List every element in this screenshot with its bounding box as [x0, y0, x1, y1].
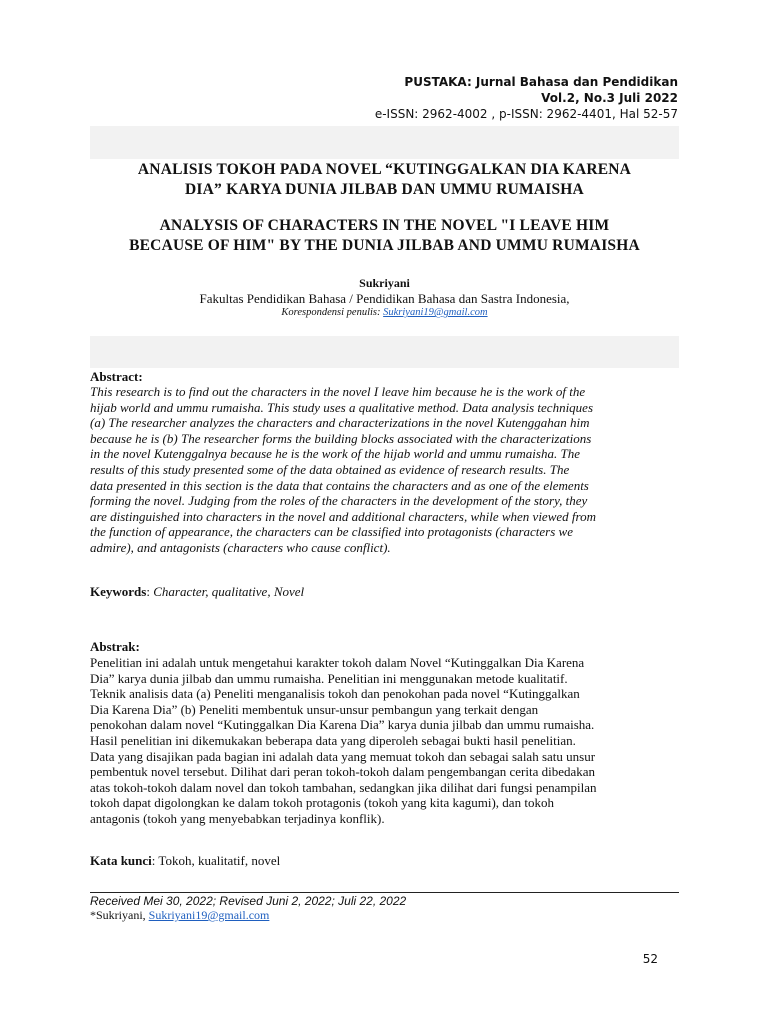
- correspondence-email-link[interactable]: Sukriyani19@gmail.com: [383, 307, 488, 318]
- abstract-en-line: (a) The researcher analyzes the characters and characterizations in the novel Kutenggahan him: [90, 415, 590, 431]
- keywords-id-separator: :: [151, 853, 159, 868]
- abstract-en-line: results of this study presented some of the data obtained as evidence of research results. The: [90, 461, 570, 477]
- keywords-id-value: Tokoh, kualitatif, novel: [158, 853, 281, 868]
- abstract-en-line: forming the novel. Judging from the roles of the characters in the development of the story, they: [90, 493, 588, 509]
- author-name: Sukriyani: [359, 276, 410, 290]
- title-english: [90, 216, 679, 256]
- title-en-line-2: BECAUSE OF HIM" BY THE DUNIA JILBAB AND UMMU RUMAISHA: [129, 237, 640, 254]
- abstract-en-line: This research is to find out the characters in the novel I leave him because he is the work of the: [90, 384, 586, 399]
- abstract-id-line: pembentuk novel tersebut. Dilihat dari peran tokoh-tokoh dalam pengembangan cerita dibedakan: [90, 764, 596, 780]
- abstract-en-line: admire), and antagonists (characters who cause conflict).: [90, 539, 391, 555]
- journal-issn: e-ISSN: 2962-4002 , p-ISSN: 2962-4401, Hal 52-57: [374, 107, 678, 121]
- abstract-id-line: Hasil penelitian ini dikemukakan beberapa data yang diperoleh sebagai bukti hasil penelitian.: [90, 732, 576, 748]
- title-en-line-1: ANALYSIS OF CHARACTERS IN THE NOVEL "I LEAVE HIM: [159, 217, 610, 234]
- abstract-en-line: because he is (b) The researcher forms the building blocks associated with the characterizations: [90, 430, 592, 446]
- keywords-id-label: Kata kunci: [90, 853, 152, 868]
- footnote-divider: [90, 892, 679, 893]
- abstract-id-body: [90, 655, 679, 827]
- abstract-id-line: atas tokoh-tokoh dalam novel dan tokoh tambahan, sedangkan jika dilihat dari fungsi penampilan: [90, 779, 597, 795]
- author-affiliation: Fakultas Pendidikan Bahasa / Pendidikan Bahasa dan Sastra Indonesia,: [199, 291, 570, 306]
- title-indonesian: [90, 160, 679, 200]
- received-dates: Received Mei 30, 2022; Revised Juni 2, 2022; Juli 22, 2022: [90, 894, 407, 908]
- footnote-author: [90, 908, 269, 923]
- abstract-id-line: Teknik analisis data (a) Peneliti menganalisis tokoh dan penokohan pada novel “Kutinggalkan: [90, 686, 580, 702]
- correspondence-line: [90, 307, 679, 318]
- abstract-id-line: tokoh dapat digolongkan ke dalam tokoh protagonis (tokoh yang kita kagumi), dan tokoh: [90, 795, 554, 811]
- journal-volume: Vol.2, No.3 Juli 2022: [541, 91, 678, 105]
- keywords-en-value: Character, qualitative, Novel: [153, 584, 305, 599]
- keywords-en: [90, 584, 304, 600]
- abstract-id-line: Data yang disajikan pada bagian ini adalah data yang memuat tokoh dan sebagai salah satu unsur: [90, 748, 596, 764]
- abstract-en-heading: Abstract:: [90, 369, 143, 384]
- page-number: 52: [642, 952, 658, 966]
- journal-header: [375, 74, 678, 122]
- abstract-en-line: in the novel Kutenggalnya because he is the work of the hijab world and ummu rumaisha. The: [90, 446, 580, 462]
- footnote-email-link[interactable]: Sukriyani19@gmail.com: [148, 908, 270, 922]
- correspondence-label: Korespondensi penulis:: [281, 307, 384, 318]
- abstract-id-line: antagonis (tokoh yang menyebabkan terjadinya konflik).: [90, 810, 385, 826]
- abstract-en-body: [90, 384, 679, 556]
- keywords-id: [90, 853, 280, 869]
- keywords-en-separator: :: [146, 584, 154, 599]
- abstract-id-line: Penelitian ini adalah untuk mengetahui karakter tokoh dalam Novel “Kutinggalkan Dia Karena: [90, 655, 585, 670]
- abstract-en-line: the function of appearance, the characters can be classified into protagonists (characters we: [90, 524, 573, 540]
- keywords-en-label: Keywords: [90, 584, 147, 599]
- title-id-line-1: ANALISIS TOKOH PADA NOVEL “KUTINGGALKAN DIA KARENA: [137, 161, 632, 178]
- abstract-id-line: Dia” karya dunia jilbab dan ummu rumaisha. Penelitian ini menggunakan metode kualitatif.: [90, 670, 568, 686]
- abstract-en-line: data presented in this section is the data that contains the characters and as one of the elements: [90, 477, 589, 493]
- abstract-shading-band: [90, 336, 679, 368]
- header-shading-band: [90, 126, 679, 159]
- title-id-line-2: DIA” KARYA DUNIA JILBAB DAN UMMU RUMAISHA: [185, 181, 584, 198]
- abstract-en-line: are distinguished into characters in the novel and additional characters, while when viewed from: [90, 508, 596, 524]
- abstract-id-line: Dia Karena Dia” (b) Peneliti membentuk unsur-unsur pembangun yang terkait dengan: [90, 701, 539, 717]
- footnote-author-name: *Sukriyani,: [90, 908, 149, 922]
- abstract-id-heading: Abstrak:: [90, 639, 140, 654]
- abstract-en-line: hijab world and ummu rumaisha. This study uses a qualitative method. Data analysis techniques: [90, 399, 594, 415]
- journal-name: PUSTAKA: Jurnal Bahasa dan Pendidikan: [404, 75, 678, 89]
- abstract-id-line: penokohan dalam novel “Kutinggalkan Dia Karena Dia” karya dunia jilbab dan ummu rumaisha.: [90, 717, 595, 733]
